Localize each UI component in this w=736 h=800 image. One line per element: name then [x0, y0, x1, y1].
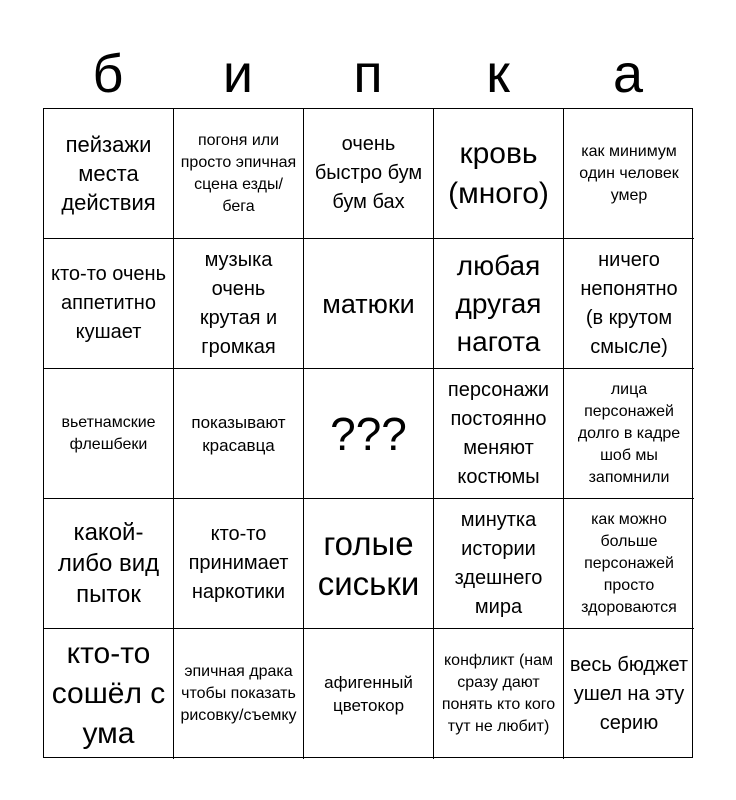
bingo-cell-r1-c3[interactable]	[304, 109, 434, 239]
cell-text: весь бюджет ушел на эту серию	[569, 653, 689, 734]
bingo-cell-r2-c4[interactable]	[434, 239, 564, 369]
bingo-cell-r3-c5[interactable]	[564, 369, 694, 499]
cell-text: музыка очень крутая и громкая	[199, 248, 278, 358]
bingo-cell-r5-c4[interactable]	[434, 629, 564, 759]
cell-text: конфликт (нам сразу дают понять кто кого тут не любит)	[441, 652, 556, 735]
cell-text: кто-то сошёл с ума	[51, 637, 166, 750]
cell-text: минутка истории здешнего мира	[454, 508, 543, 618]
bingo-cell-r4-c1[interactable]	[44, 499, 174, 629]
cell-text: кто-то очень аппетитно кушает	[51, 263, 166, 343]
bingo-cell-r2-c5[interactable]	[564, 239, 694, 369]
bingo-cell-r3-c4[interactable]	[434, 369, 564, 499]
bingo-cell-r4-c4[interactable]	[434, 499, 564, 629]
bingo-cell-r2-c2[interactable]	[174, 239, 304, 369]
cell-text: эпичная драка чтобы показать рисовку/съемку	[180, 663, 297, 724]
bingo-cell-r1-c4[interactable]	[434, 109, 564, 239]
header-letter-p: п	[353, 44, 383, 104]
cell-text: как минимум один человек умер	[579, 142, 679, 204]
bingo-cell-r4-c2[interactable]	[174, 499, 304, 629]
bingo-cell-r3-c2[interactable]	[174, 369, 304, 499]
cell-text: вьетнамские флешбеки	[61, 413, 156, 453]
bingo-cell-r3-c3-free[interactable]	[304, 369, 434, 499]
header-letter-i: и	[222, 44, 254, 104]
cell-text: любая другая нагота	[455, 249, 542, 357]
header-letter-b: б	[92, 44, 124, 104]
header-letter-k: к	[486, 44, 510, 104]
bingo-cell-r5-c2[interactable]	[174, 629, 304, 759]
header-letter-a: а	[612, 44, 644, 104]
bingo-header	[43, 40, 693, 108]
bingo-cell-r1-c5[interactable]	[564, 109, 694, 239]
bingo-cell-r5-c5[interactable]	[564, 629, 694, 759]
cell-text: кто-то принимает наркотики	[188, 523, 289, 603]
bingo-cell-r5-c3[interactable]	[304, 629, 434, 759]
cell-text: очень быстро бум бум бах	[314, 133, 423, 213]
cell-text: показывают красавца	[191, 412, 286, 455]
cell-text: ничего непонятно (в крутом смысле)	[580, 248, 678, 358]
bingo-cell-r2-c3[interactable]	[304, 239, 434, 369]
cell-text: погоня или просто эпичная сцена езды/бега	[180, 131, 297, 215]
bingo-cell-r4-c5[interactable]	[564, 499, 694, 629]
cell-text: афигенный цветокор	[324, 673, 413, 715]
cell-text: как можно больше персонажей просто здороваются	[581, 510, 677, 616]
cell-text: ???	[330, 407, 407, 460]
cell-text: какой-либо вид пыток	[57, 519, 160, 608]
bingo-cell-r1-c1[interactable]	[44, 109, 174, 239]
cell-text: матюки	[322, 288, 415, 319]
bingo-grid	[43, 108, 693, 758]
bingo-cell-r1-c2[interactable]	[174, 109, 304, 239]
cell-text: голые сиськи	[317, 524, 420, 602]
cell-text: персонажи постоянно меняют костюмы	[447, 378, 550, 488]
bingo-cell-r2-c1[interactable]	[44, 239, 174, 369]
bingo-cell-r5-c1[interactable]	[44, 629, 174, 759]
cell-text: кровь (много)	[448, 136, 549, 210]
cell-text: пейзажи места действия	[61, 132, 156, 215]
cell-text: лица персонажей долго в кадре шоб мы запомнили	[577, 380, 681, 486]
bingo-cell-r3-c1[interactable]	[44, 369, 174, 499]
bingo-cell-r4-c3[interactable]	[304, 499, 434, 629]
